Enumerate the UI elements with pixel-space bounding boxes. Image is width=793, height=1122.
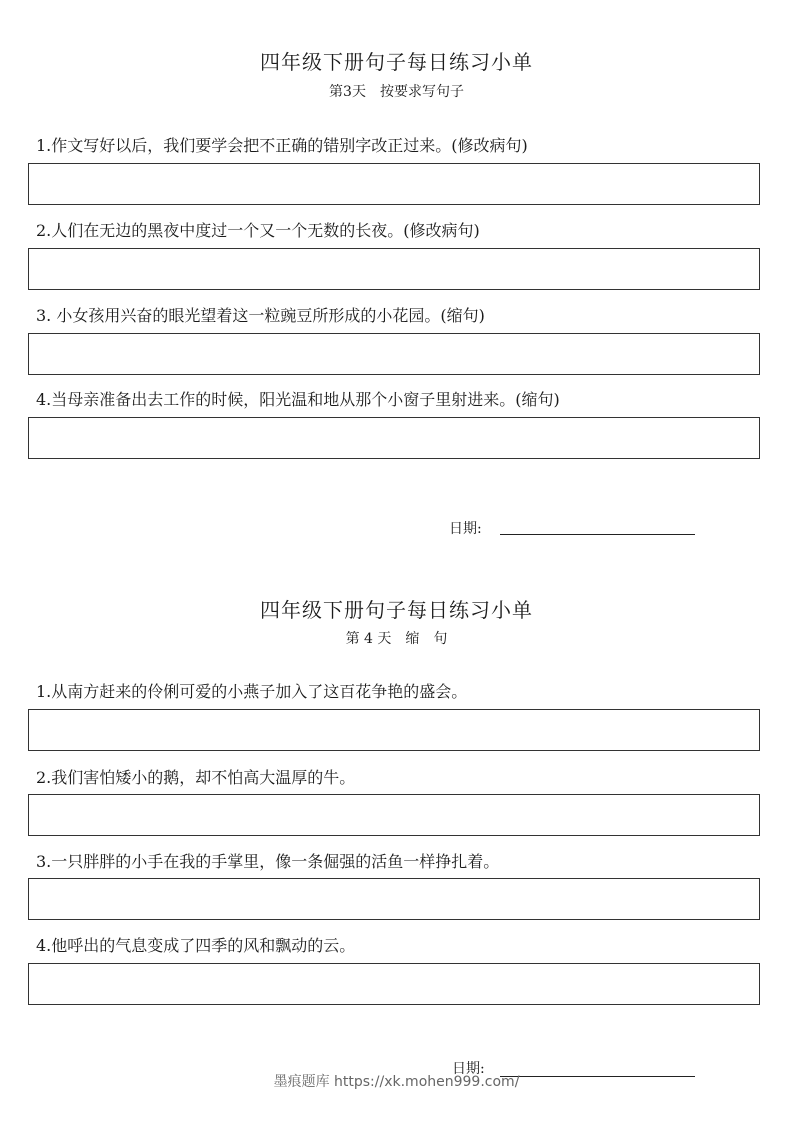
- sheet2-question-1: 1.从南方赶来的伶俐可爱的小燕子加入了这百花争艳的盛会。: [36, 682, 468, 701]
- sheet1-subtitle: 第3天 按要求写句子: [329, 84, 464, 100]
- sheet2-answer-box-4[interactable]: [28, 963, 760, 1005]
- sheet1-answer-box-3[interactable]: [28, 333, 760, 375]
- sheet2-date-label: 日期:: [452, 1061, 485, 1077]
- sheet1-question-1: 1.作文写好以后，我们要学会把不正确的错别字改正过来。(修改病句): [36, 136, 528, 155]
- sheet1-date-label: 日期:: [449, 521, 482, 537]
- sheet1-date-field[interactable]: [500, 534, 695, 535]
- sheet1-question-4: 4.当母亲准备出去工作的时候，阳光温和地从那个小窗子里射进来。(缩句): [36, 390, 560, 409]
- sheet2-answer-box-1[interactable]: [28, 709, 760, 751]
- sheet1-answer-box-2[interactable]: [28, 248, 760, 290]
- sheet1-question-3: 3. 小女孩用兴奋的眼光望着这一粒豌豆所形成的小花园。(缩句): [36, 306, 485, 325]
- sheet2-title: 四年级下册句子每日练习小单: [260, 598, 533, 622]
- watermark-text: 墨痕题库 https://xk.mohen999.com/: [273, 1074, 520, 1090]
- sheet2-question-3: 3.一只胖胖的小手在我的手掌里，像一条倔强的活鱼一样挣扎着。: [36, 852, 500, 871]
- sheet2-question-2: 2.我们害怕矮小的鹅，却不怕高大温厚的牛。: [36, 768, 356, 787]
- sheet1-answer-box-4[interactable]: [28, 417, 760, 459]
- sheet1-answer-box-1[interactable]: [28, 163, 760, 205]
- sheet2-subtitle: 第 4 天 缩 句: [345, 631, 448, 647]
- sheet2-answer-box-2[interactable]: [28, 794, 760, 836]
- sheet1-title: 四年级下册句子每日练习小单: [260, 50, 533, 74]
- sheet1-question-2: 2.人们在无边的黑夜中度过一个又一个无数的长夜。(修改病句): [36, 221, 480, 240]
- sheet2-answer-box-3[interactable]: [28, 878, 760, 920]
- sheet2-question-4: 4.他呼出的气息变成了四季的风和飘动的云。: [36, 936, 356, 955]
